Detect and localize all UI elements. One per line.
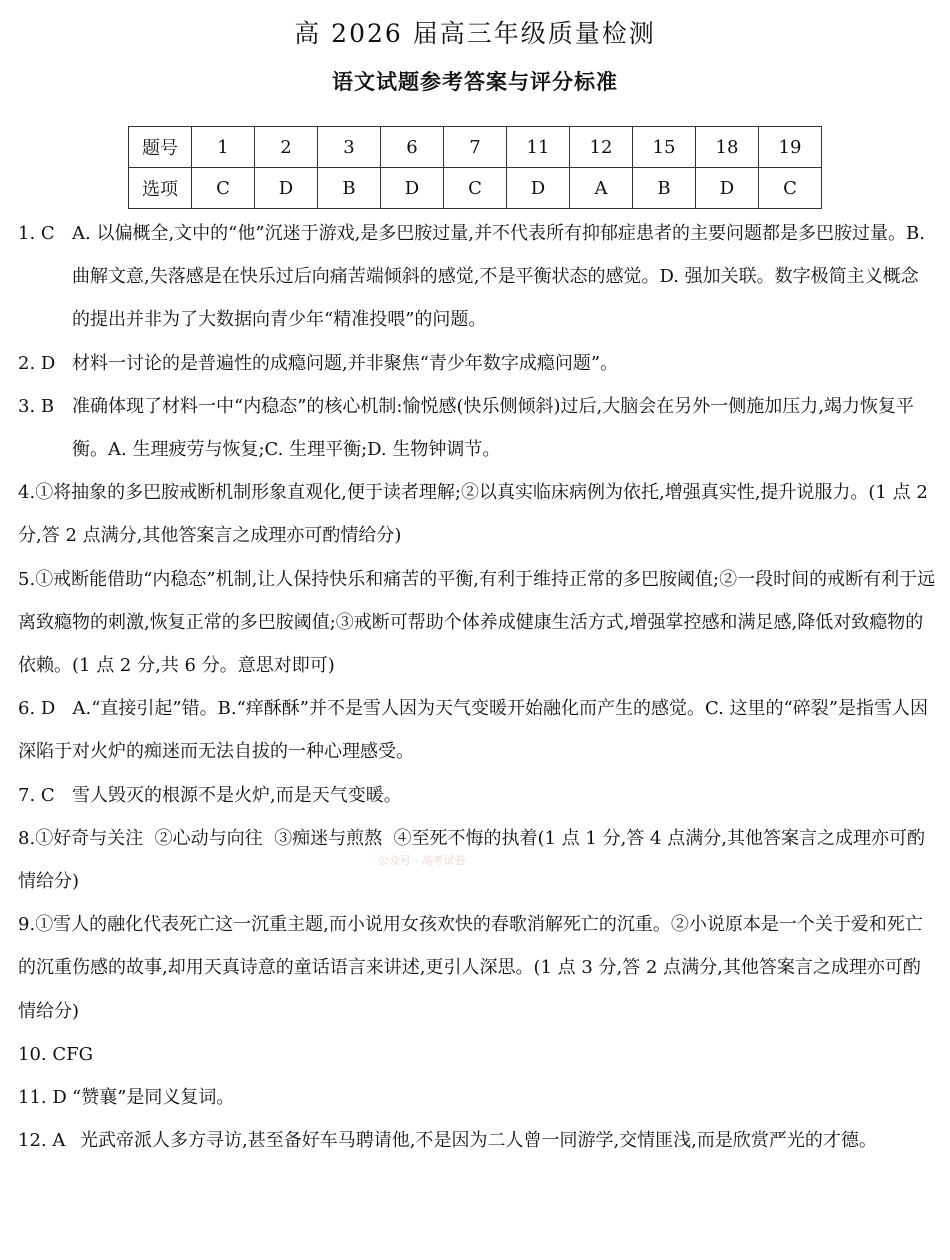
- question-cell: 12: [570, 127, 633, 168]
- answer-item-8: [18, 817, 936, 903]
- choice-cell: D: [381, 168, 444, 209]
- item-text: 光武帝派人多方寻访,甚至备好车马聘请他,不是因为二人曾一同游学,交情匪浅,而是欣赏严光的才德。: [80, 1130, 877, 1152]
- item-text: ①将抽象的多巴胺戒断机制形象直观化,便于读者理解;②以真实临床病例为依托,增强真实性,提升说服力。(1 点 2 分,答 2 点满分,其他答案言之成理亦可酌情给分): [18, 482, 928, 547]
- answer-item-6: [18, 687, 936, 773]
- answer-item-7: [18, 774, 936, 817]
- item-text: ①雪人的融化代表死亡这一沉重主题,而小说用女孩欢快的春歌消解死亡的沉重。②小说原本是一个关于爱和死亡的沉重伤感的故事,却用天真诗意的童话语言来讲述,更引人深思。(1 点 3 分,答 2 点满分,其他答案言之成理亦可酌情给分): [18, 914, 923, 1022]
- answer-item-10: [18, 1033, 936, 1076]
- choice-cell: C: [759, 168, 822, 209]
- question-cell: 18: [696, 127, 759, 168]
- choice-cell: C: [192, 168, 255, 209]
- question-cell: 7: [444, 127, 507, 168]
- item-number: 4.: [18, 482, 36, 504]
- item-text: A.“直接引起”错。B.“痒酥酥”并不是雪人因为天气变暖开始融化而产生的感觉。C. 这里的“碎裂”是指雪人因深陷于对火炉的痴迷而无法自拔的一种心理感受。: [18, 698, 928, 763]
- item-number: 12. A: [18, 1130, 66, 1152]
- answer-item-5: [18, 558, 936, 688]
- item-text: 雪人毁灭的根源不是火炉,而是天气变暖。: [72, 784, 402, 806]
- question-cell: 15: [633, 127, 696, 168]
- item-number: 6. D: [18, 698, 56, 720]
- question-cell: 19: [759, 127, 822, 168]
- item-text: A. 以偏概全,文中的“他”沉迷于游戏,是多巴胺过量,并不代表所有抑郁症患者的主要问题都是多巴胺过量。B. 曲解文意,失落感是在快乐过后向痛苦端倾斜的感觉,不是平衡状态的感觉。D. 强加关联。数字极简主义概念的提出并非为了大数据向青少年“精准投喂”的问题。: [72, 223, 925, 331]
- question-cell: 3: [318, 127, 381, 168]
- item-number: 7. C: [18, 784, 55, 806]
- item-text: CFG: [52, 1043, 94, 1065]
- answer-explanations: [18, 212, 936, 1162]
- item-text: 材料一讨论的是普遍性的成瘾问题,并非聚焦“青少年数字成瘾问题”。: [72, 352, 619, 374]
- item-text: ①戒断能借助“内稳态”机制,让人保持快乐和痛苦的平衡,有利于维持正常的多巴胺阈值;②一段时间的戒断有利于远离致瘾物的刺激,恢复正常的多巴胺阈值;③戒断可帮助个体养成健康生活方式,增强掌控感和满足感,降低对致瘾物的依赖。(1 点 2 分,共 6 分。意思对即可): [18, 568, 936, 677]
- page-title: 高 2026 届高三年级质量检测: [294, 19, 656, 48]
- answer-item-12: [18, 1119, 936, 1162]
- row-label-choice: 选项: [129, 168, 192, 209]
- item-number: 10.: [18, 1043, 47, 1065]
- item-number: 5.: [18, 568, 36, 590]
- answer-item-11: [18, 1076, 936, 1119]
- answer-item-3: [18, 385, 936, 471]
- item-number: 3. B: [18, 395, 55, 417]
- item-number: 2. D: [18, 352, 56, 374]
- item-number: 11. D: [18, 1087, 67, 1109]
- choice-cell: B: [633, 168, 696, 209]
- choice-cell: A: [570, 168, 633, 209]
- answer-item-9: [18, 903, 936, 1033]
- question-cell: 6: [381, 127, 444, 168]
- question-cell: 11: [507, 127, 570, 168]
- page-subtitle: 语文试题参考答案与评分标准: [332, 70, 618, 94]
- question-cell: 2: [255, 127, 318, 168]
- question-cell: 1: [192, 127, 255, 168]
- answer-item-4: [18, 471, 936, 557]
- item-text: ①好奇与关注 ②心动与向往 ③痴迷与煎熬 ④至死不悔的执着(1 点 1 分,答 4 点满分,其他答案言之成理亦可酌情给分): [18, 827, 925, 893]
- choice-cell: D: [255, 168, 318, 209]
- item-text: “赞襄”是同义复词。: [72, 1087, 235, 1109]
- answer-item-1: [18, 212, 936, 342]
- choice-cell: B: [318, 168, 381, 209]
- row-label-question: 题号: [129, 127, 192, 168]
- answer-table: [128, 126, 822, 209]
- item-number: 9.: [18, 914, 36, 936]
- item-number: 8.: [18, 827, 36, 849]
- item-text: 准确体现了材料一中“内稳态”的核心机制:愉悦感(快乐侧倾斜)过后,大脑会在另外一侧施加压力,竭力恢复平衡。A. 生理疲劳与恢复;C. 生理平衡;D. 生物钟调节。: [72, 395, 914, 461]
- question-number-row: [129, 127, 822, 168]
- choice-cell: D: [507, 168, 570, 209]
- item-number: 1. C: [18, 223, 55, 244]
- choice-row: [129, 168, 822, 209]
- choice-cell: D: [696, 168, 759, 209]
- watermark-text: 公众号 · 高考试卷: [378, 854, 466, 867]
- choice-cell: C: [444, 168, 507, 209]
- answer-item-2: [18, 342, 936, 385]
